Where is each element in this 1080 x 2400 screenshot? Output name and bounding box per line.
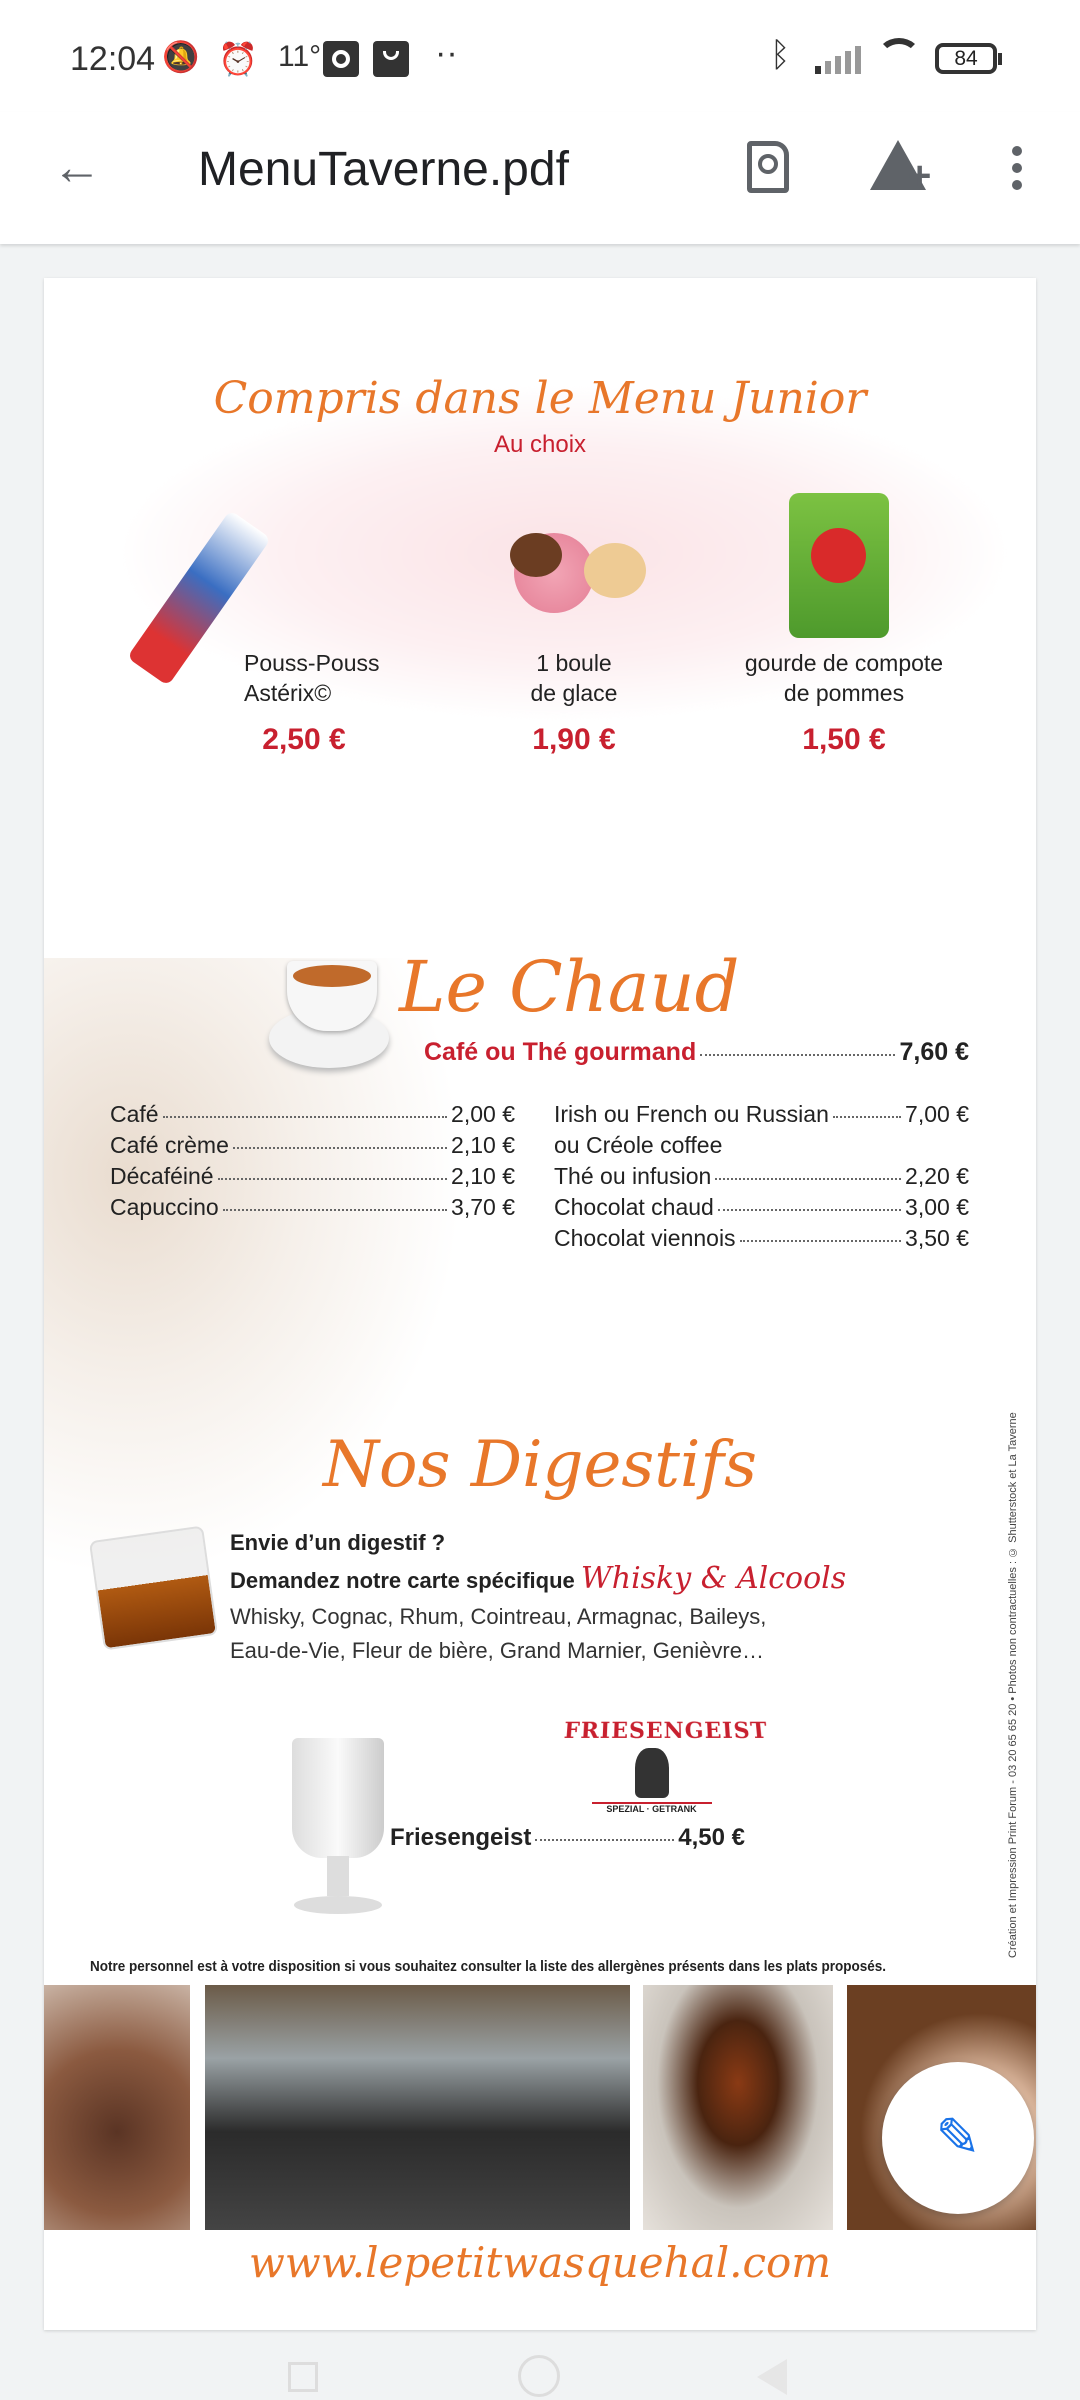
product-price: 1,90 € [532,723,616,756]
menu-item: Irish ou French ou Russian 7,00 € [554,1101,969,1127]
credits-text: Création et Impression Print Forum - 03 20 65 65 20 • Photos non contractuelles : © Shutterstock et La Taverne [1007,1412,1019,1958]
junior-subtitle: Au choix [493,431,587,458]
friesengeist-glass-image [292,1738,384,1858]
junior-title: Compris dans le Menu Junior [213,373,867,424]
whisky-alcools-label: Whisky & Alcools [580,1561,847,1596]
terrace-photo [205,1985,630,2230]
friesengeist-logo: FRIESENGEIST SPEZIAL · GETRANK [563,1718,770,1814]
edit-fab-button[interactable] [882,2062,1034,2214]
menu-item: Décaféiné 2,10 € [110,1163,515,1189]
temperature: 11° [278,40,322,73]
menu-item: Chocolat chaud 3,00 € [554,1194,969,1220]
digestif-list: Whisky, Cognac, Rhum, Cointreau, Armagnac, Baileys, Eau-de-Vie, Fleur de bière, Grand Marnier, Genièvre… [230,1604,767,1663]
home-button[interactable] [518,2355,560,2397]
menu-item: Thé ou infusion 2,20 € [554,1163,969,1189]
more-options-icon[interactable] [1012,146,1022,190]
menu-item: Café crème 2,10 € [110,1132,515,1158]
mute-vibrate-icon: 🔕 [162,41,200,74]
beer-photo [643,1985,833,2230]
featured-item: Café ou Thé gourmand 7,60 € [424,1038,969,1066]
compote-pouch-image [789,493,889,638]
menu-item: ou Créole coffee [554,1132,723,1158]
menu-item: Capuccino 3,70 € [110,1194,515,1220]
clock: 12:04 [70,40,156,78]
product-price: 2,50 € [262,723,346,756]
recents-button[interactable] [288,2362,318,2392]
product-name: Pouss-Pouss Astérix© [244,650,380,706]
hot-drinks-left-list [110,1101,515,1225]
more-notifications-icon: ·· [435,34,458,72]
document-title: MenuTaverne.pdf [198,143,569,196]
back-arrow-icon[interactable]: ← [52,139,102,195]
pdf-page[interactable] [44,278,1036,2330]
hot-drinks-right-list [554,1101,969,1256]
website-url[interactable]: www.lepetitwasquehal.com [248,2238,832,2287]
alarm-icon: ⏰ [218,41,258,77]
battery-level: 84 [954,47,978,70]
product-name: 1 boule de glace [530,650,618,706]
menu-item: Café 2,00 € [110,1101,515,1127]
product-price: 1,50 € [802,723,886,756]
status-bar [0,0,1080,112]
wifi-icon [877,38,921,76]
dessert-photo [44,1985,190,2230]
app-bar: ← MenuTaverne.pdf + [0,112,1080,244]
digestifs-title: Nos Digestifs [323,1428,757,1502]
menu-item: Chocolat viennois 3,50 € [554,1225,969,1251]
navigation-bar [0,2335,1080,2400]
app-notification-icon [373,41,409,77]
chaud-title: Le Chaud [399,946,740,1028]
bluetooth-icon: ᛒ [770,36,791,74]
pencil-icon: ✎ [935,2108,981,2168]
app-notification-icon [323,41,359,77]
digestif-cta: Demandez notre carte spécifique Whisky & Alcools [230,1561,847,1596]
back-button[interactable] [757,2359,787,2395]
allergens-note: Notre personnel est à votre disposition si vous souhaitez consulter la liste des allergènes présents dans les plats proposés. [90,1958,886,1975]
digestif-prompt: Envie d’un digestif ? [230,1530,446,1555]
signal-icon [815,46,861,74]
battery-icon [935,43,997,74]
find-in-document-icon[interactable] [747,141,789,193]
product-name: gourde de compote de pommes [744,650,944,706]
friesengeist-item: Friesengeist 4,50 € [390,1824,745,1851]
whisky-glass-image [89,1526,218,1651]
